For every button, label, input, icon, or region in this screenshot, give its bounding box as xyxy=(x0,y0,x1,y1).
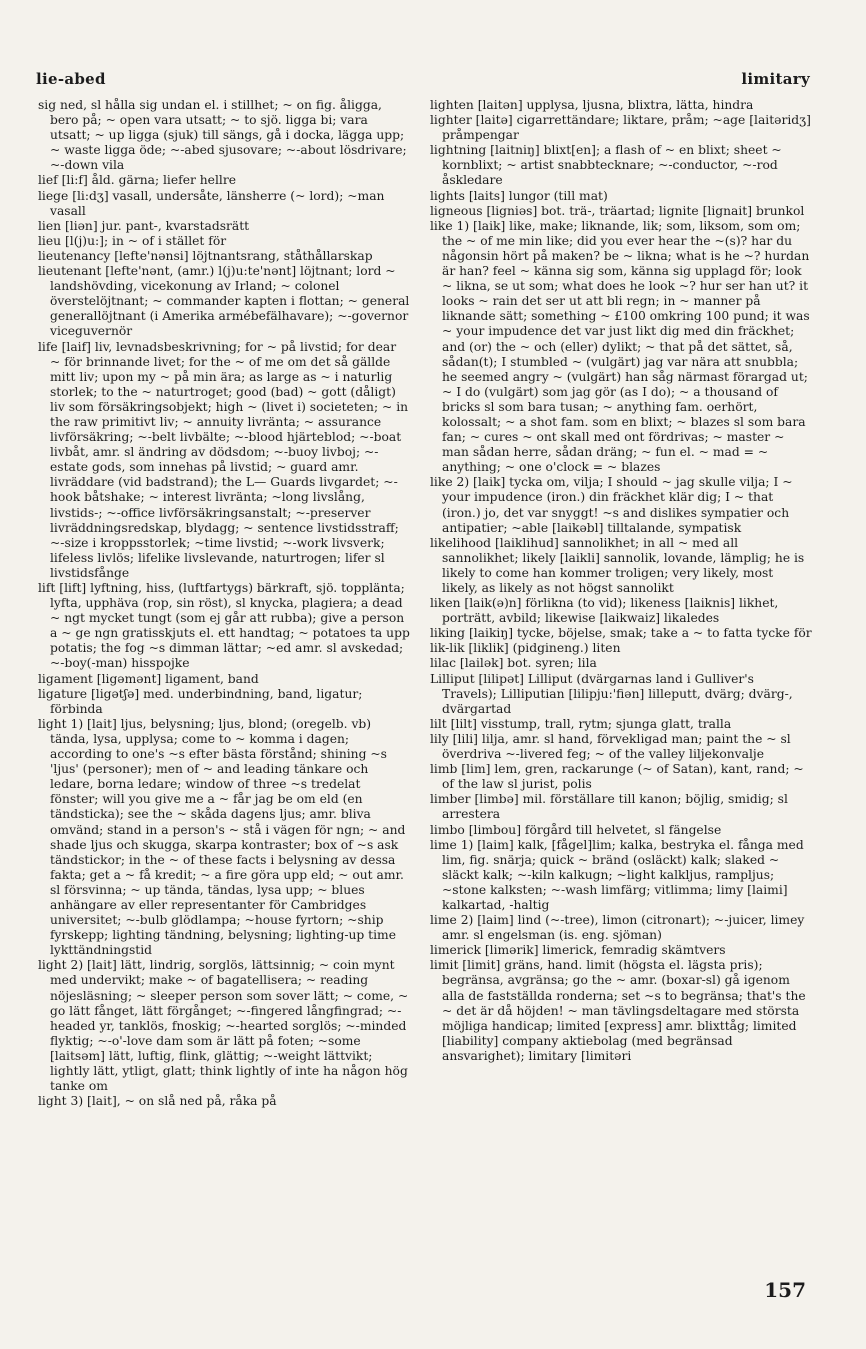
dictionary-entry: liege [li:dʒ] vasall, undersåte, länsherre (~ lord); ~man vasall xyxy=(38,188,385,218)
dictionary-entry: lime 2) [laim] lind (~-tree), limon (citronart); ~-juicer, limey amr. sl engelsman (is. eng. sjöman) xyxy=(430,913,805,943)
dictionary-entry: lieutenancy [lefte'nənsi] löjtnantsrang, ståthållarskap xyxy=(38,248,373,263)
dictionary-entry: lien [liən] jur. pant-, kvarstadsrätt xyxy=(38,218,250,233)
dictionary-entry: lieutenant [lefte'nənt, (amr.) l(j)u:te'nənt] löjtnant; lord ~ landshövding, vicekonung av Irland; ~ colonel överstelöjtnant; ~ commander kapten i flottan; ~ general generallöjtnant (i Amerika armébefälhavare); ~-governor viceguvernör xyxy=(38,264,410,339)
dictionary-entry: lighter [laitə] cigarrettändare; liktare, pråm; ~age [laitəridʒ] pråmpengar xyxy=(430,113,811,143)
left-column xyxy=(38,98,410,1109)
dictionary-entry: lighten [laitən] upplysa, ljusna, blixtra, lätta, hindra xyxy=(430,98,754,112)
dictionary-entry: limber [limbə] mil. förställare till kanon; böjlig, smidig; sl arrestera xyxy=(430,792,788,822)
dictionary-entry: limb [lim] lem, gren, rackarunge (~ of Satan), kant, rand; ~ of the law sl jurist, polis xyxy=(430,762,804,792)
dictionary-entry: like 2) [laik] tycka om, vilja; I should ~ jag skulle vilja; I ~ your impudence (iron.) din fräckhet klär dig; I ~ that (iron.) jo, det var snyggt! ~s and dislikes sympatier och antipatier; ~able [laikəbl] tilltalande, sympatisk xyxy=(430,475,793,535)
dictionary-entry: Lilliput [lilipət] Lilliput (dvärgarnas land i Gulliver's Travels); Lilliputian [lilipju:'fiən] lilleputt, dvärg; dvärg-, dvärgartad xyxy=(430,671,793,716)
dictionary-entry: light 3) [lait], ~ on slå ned på, råka på xyxy=(38,1094,277,1109)
dictionary-entry: life [laif] liv, levnadsbeskrivning; for ~ på livstid; for dear ~ för brinnande livet; for the ~ of me om det så gällde mitt liv; upon my ~ på min ära; as large as ~ i naturlig storlek; to the ~ naturtroget; good (bad) ~ gott (dåligt) liv som försäkringsobjekt; high ~ (livet i) societeten; ~ in the raw primitivt liv; ~ annuity livränta; ~ assurance livförsäkring; ~-belt livbälte; ~-blood hjärteblod; ~-boat livbåt, amr. sl ändring av dödsdom; ~-buoy livboj; ~-estate gods, som innehas på livstid; ~ guard amr. livräddare (vid badstrand); the L— Guards livgardet; ~-hook båtshake; ~ interest livränta; ~long livslång, livstids-; ~-office livförsäkringsanstalt; ~-preserver livräddningsredskap, blydagg; ~ sentence livstidsstraff; ~-size i kroppsstorlek; ~time livstid; ~-work livsverk; lifeless livlös; lifelike livslevande, naturtrogen; lifer sl livstidsfånge xyxy=(38,339,409,580)
dictionary-entry: ligature [ligətʃə] med. underbindning, band, ligatur; förbinda xyxy=(38,686,363,716)
dictionary-entry: lilt [lilt] visstump, trall, rytm; sjunga glatt, tralla xyxy=(430,716,732,731)
dictionary-entry: lieu [l(j)u:]; in ~ of i stället för xyxy=(38,233,227,248)
dictionary-entry: lime 1) [laim] kalk, [fågel]lim; kalka, bestryka el. fånga med lim, fig. snärja; quick ~ bränd (osläckt) kalk; slaked ~ släckt kalk; ~-kiln kalkugn; ~light kalkljus, rampljus; ~stone kalksten; ~-wash limfärg; vitlimma; limy [laimi] kalkartad, -haltig xyxy=(430,837,804,912)
dictionary-entry: lily [lili] lilja, amr. sl hand, förvekligad man; paint the ~ sl överdriva ~-livered feg; ~ of the valley liljekonvalje xyxy=(430,731,791,762)
dictionary-entry: liken [laik(ə)n] förlikna (to vid); likeness [laiknis] likhet, porträtt, avbild; likewise [laikwaiz] likaledes xyxy=(430,596,779,626)
dictionary-entry: sig ned, sl hålla sig undan el. i stillhet; ~ on fig. åligga, bero på; ~ open vara utsatt; ~ to sjö. ligga bi; vara utsatt; ~ up ligga (sjuk) till sängs, gå i docka, lägga upp; ~ waste ligga öde; ~-abed sjusovare; ~-about lösdrivare; ~-down vila xyxy=(38,98,407,173)
dictionary-entry: light 2) [lait] lätt, lindrig, sorglös, lättsinnig; ~ coin mynt med undervikt; make ~ of bagatellisera; ~ reading nöjesläsning; ~ sleeper person som sover lätt; ~ come, ~ go lätt fånget, lätt förgånget; ~-fingered långfingrad; ~-headed yr, tanklös, fnoskig; ~-hearted sorglös; ~-minded flyktig; ~-o'-love dam som är lätt på foten; ~some [laitsəm] lätt, luftig, flink, glättig; ~-weight lättvikt; lightly lätt, ytligt, glatt; think lightly of inte ha någon hög tanke om xyxy=(38,958,409,1094)
right-column xyxy=(430,98,812,1064)
guide-word-right: limitary xyxy=(741,70,810,88)
dictionary-entry: like 1) [laik] like, make; liknande, lik; som, liksom, som om; the ~ of me min like; did you ever hear the ~(s)? har du någonsin hört på maken? be ~ likna; what is he ~? hurdan är han? feel ~ känna sig som, känna sig upplagd för; look ~ likna, se ut som; what does he look ~? hur ser han ut? it looks ~ rain det ser ut att bli regn; in ~ manner på liknande sätt; something ~ £100 omkring 100 pund; it was ~ your impudence det var just likt dig med din fräckhet; and (or) the ~ och (eller) dylikt; ~ that på det sättet, så, sådan(t); I stumbled ~ (vulgärt) jag var nära att snubbla; he seemed angry ~ (vulgärt) han såg närmast förargad ut; ~ I do (vulgärt) som jag gör (as I do); ~ a thousand of bricks sl som bara tusan; ~ anything fam. oerhört, kolossalt; ~ a shot fam. som en blixt; ~ blazes sl som bara fan; ~ cures ~ ont skall med ont fördrivas; ~ master ~ man sådan herre, sådan dräng; ~ fun el. ~ mad = ~ anything; ~ one o'clock = ~ blazes xyxy=(430,218,810,475)
guide-word-left: lie-abed xyxy=(36,70,106,88)
dictionary-entry: ligneous [ligniəs] bot. trä-, träartad; lignite [lignait] brunkol xyxy=(430,203,805,218)
dictionary-entry: lights [laits] lungor (till mat) xyxy=(430,188,608,203)
dictionary-entry: lilac [lailək] bot. syren; lila xyxy=(430,656,597,671)
dictionary-entry: likelihood [laiklihud] sannolikhet; in all ~ med all sannolikhet; likely [laikli] sannolik, lovande, lämplig; he is likely to come han kommer troligen; very likely, most likely, as likely as not högst sannolikt xyxy=(430,535,805,595)
dictionary-entry: lightning [laitniŋ] blixt[en]; a flash of ~ en blixt; sheet ~ kornblixt; ~ artist snabbtecknare; ~-conductor, ~-rod åskledare xyxy=(430,143,782,188)
dictionary-entry: limerick [limərik] limerick, femradig skämtvers xyxy=(430,943,726,958)
dictionary-entry: ligament [ligəmənt] ligament, band xyxy=(38,671,259,686)
dictionary-entry: light 1) [lait] ljus, belysning; ljus, blond; (oregelb. vb) tända, lysa, upplysa; come to ~ komma i dagen; according to one's ~s efter bästa förstånd; shining ~s 'ljus' (personer); men of ~ and leading tänkare och ledare, borna ledare; window of three ~s tredelat fönster; will you give me a ~ får jag be om eld (en tändsticka); see the ~ skåda dagens ljus; amr. bliva omvänd; stand in a person's ~ stå i vägen för ngn; ~ and shade ljus och skugga, skarpa kontraster; box of ~s ask tändstickor; in the ~ of these facts i belysning av dessa fakta; get a ~ få kredit; ~ a fire göra upp eld; ~ out amr. sl försvinna; ~ up tända, tändas, lysa upp; ~ blues anhängare av eller representanter för Cambridges universitet; ~-bulb glödlampa; ~house fyrtorn; ~ship fyrskepp; lighting tändning, belysning; lighting-up time lykttändningstid xyxy=(38,716,406,958)
dictionary-entry: liking [laikiŋ] tycke, böjelse, smak; take a ~ to fatta tycke för xyxy=(430,626,812,641)
dictionary-entry: limbo [limbou] förgård till helvetet, sl fängelse xyxy=(430,822,722,837)
dictionary-entry: lik-lik [liklik] (pidgineng.) liten xyxy=(430,641,621,656)
dictionary-entry: limit [limit] gräns, hand. limit (högsta el. lägsta pris); begränsa, avgränsa; go the ~ amr. (boxar-sl) gå igenom alla de fastställda ronderna; set ~s to begränsa; that's the ~ det är då höjden! ~ man tävlingsdeltagare med största möjliga handicap; limited [express] amr. blixttåg; limited [liability] company aktiebolag (med begränsad ansvarighet); limitary [limitəri xyxy=(430,958,806,1063)
dictionary-entry: lift [lift] lyftning, hiss, (luftfartygs) bärkraft, sjö. topplänta; lyfta, upphäva (rop, sin röst), sl knycka, plagiera; a dead ~ ngt mycket tungt (som ej går att rubba); give a person a ~ ge ngn gratisskjuts el. ett handtag; ~ potatoes ta upp potatis; the fog ~s dimman lättar; ~ed amr. sl avskedad; ~-boy(-man) hisspojke xyxy=(38,581,410,671)
dictionary-entry: lief [li:f] åld. gärna; liefer hellre xyxy=(38,173,236,188)
page-number: 157 xyxy=(764,1278,806,1302)
